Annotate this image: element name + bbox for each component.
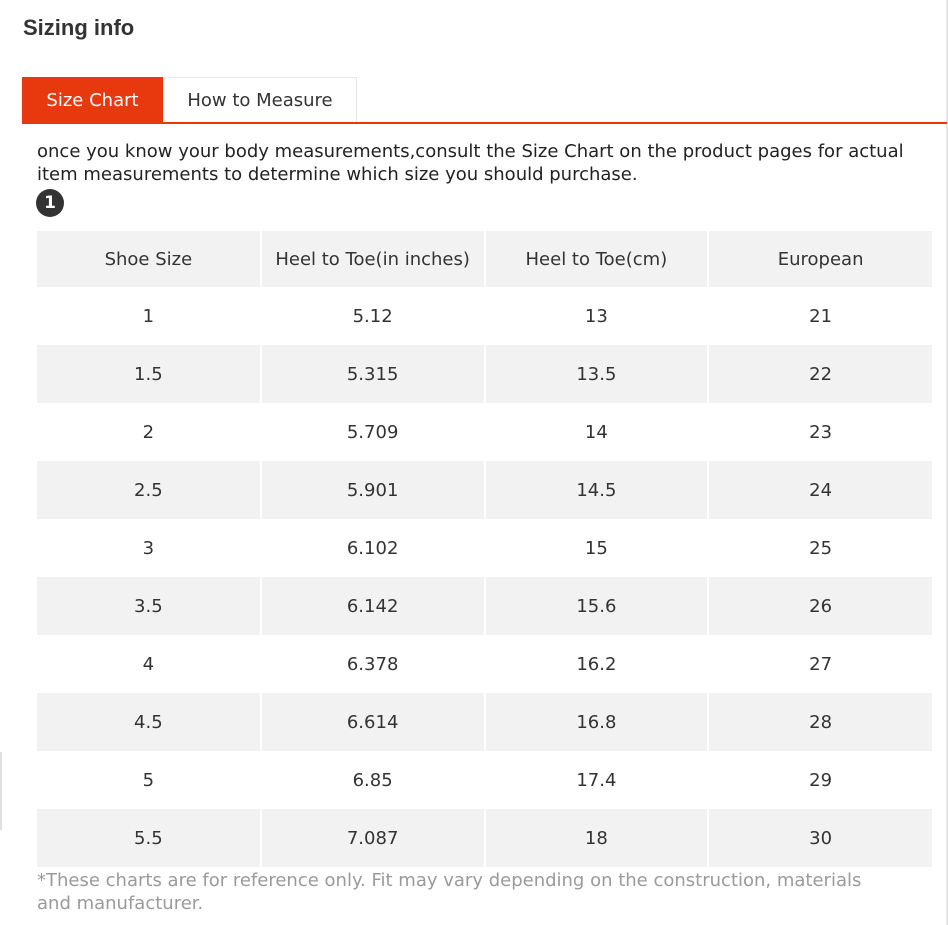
cell-european: 21 [708, 287, 932, 345]
cell-heel-to-toe-cm: 15.6 [485, 577, 709, 635]
cell-heel-to-toe-inches: 6.102 [261, 519, 485, 577]
table-row [37, 635, 932, 693]
table-row [37, 403, 932, 461]
table-row [37, 287, 932, 345]
table-row [37, 519, 932, 577]
panel-left-edge [0, 752, 2, 830]
cell-heel-to-toe-cm: 14 [485, 403, 709, 461]
cell-heel-to-toe-inches: 6.142 [261, 577, 485, 635]
table-row [37, 577, 932, 635]
cell-shoe-size: 2.5 [37, 461, 261, 519]
size-chart-table [37, 231, 932, 867]
table-header-row [37, 231, 932, 287]
cell-heel-to-toe-inches: 5.315 [261, 345, 485, 403]
cell-european: 26 [708, 577, 932, 635]
tab-bar [22, 77, 357, 123]
table-row [37, 345, 932, 403]
cell-european: 27 [708, 635, 932, 693]
cell-european: 24 [708, 461, 932, 519]
cell-shoe-size: 1 [142, 305, 155, 327]
cell-european: 29 [708, 751, 932, 809]
page-title: Sizing info [23, 15, 135, 40]
cell-heel-to-toe-cm: 16.2 [485, 635, 709, 693]
cell-shoe-size: 1.5 [37, 345, 261, 403]
cell-shoe-size: 4.5 [37, 693, 261, 751]
table-row [37, 809, 932, 867]
cell-shoe-size: 2 [142, 421, 155, 443]
cell-shoe-size: 4 [142, 653, 155, 675]
cell-heel-to-toe-inches: 6.85 [261, 751, 485, 809]
cell-heel-to-toe-cm: 18 [485, 809, 709, 867]
table-row [37, 751, 932, 809]
cell-european: 22 [708, 345, 932, 403]
table-row [37, 461, 932, 519]
cell-shoe-size: 5 [142, 769, 155, 791]
cell-european: 30 [708, 809, 932, 867]
cell-shoe-size: 3 [142, 537, 155, 559]
cell-heel-to-toe-cm: 14.5 [485, 461, 709, 519]
cell-heel-to-toe-cm: 13 [485, 287, 709, 345]
cell-heel-to-toe-cm: 16.8 [485, 693, 709, 751]
table-row [37, 693, 932, 751]
header-shoe-size: Shoe Size [37, 231, 261, 287]
disclaimer-footnote: *These charts are for reference only. Fit may vary depending on the construction, materials and manufacturer. [37, 870, 862, 914]
cell-heel-to-toe-inches: 5.709 [261, 403, 485, 461]
cell-shoe-size: 5.5 [37, 809, 261, 867]
cell-european: 25 [708, 519, 932, 577]
cell-heel-to-toe-inches: 7.087 [261, 809, 485, 867]
tab-underline [22, 122, 947, 124]
tab-how-to-measure[interactable]: How to Measure [163, 77, 357, 123]
cell-european: 23 [708, 403, 932, 461]
cell-heel-to-toe-cm: 13.5 [485, 345, 709, 403]
intro-text: once you know your body measurements,consult the Size Chart on the product pages for actual item measurements to determine which size you should purchase. [37, 141, 904, 185]
step-number-badge: 1 [36, 189, 64, 217]
header-heel-to-toe-inches: Heel to Toe(in inches) [261, 231, 485, 287]
cell-shoe-size: 3.5 [37, 577, 261, 635]
cell-heel-to-toe-cm: 15 [485, 519, 709, 577]
cell-heel-to-toe-inches: 6.614 [261, 693, 485, 751]
tab-size-chart[interactable]: Size Chart [22, 77, 163, 123]
header-heel-to-toe-cm: Heel to Toe(cm) [485, 231, 709, 287]
header-european: European [708, 231, 932, 287]
cell-european: 28 [708, 693, 932, 751]
cell-heel-to-toe-cm: 17.4 [485, 751, 709, 809]
cell-heel-to-toe-inches: 5.901 [261, 461, 485, 519]
cell-heel-to-toe-inches: 5.12 [261, 287, 485, 345]
cell-heel-to-toe-inches: 6.378 [261, 635, 485, 693]
